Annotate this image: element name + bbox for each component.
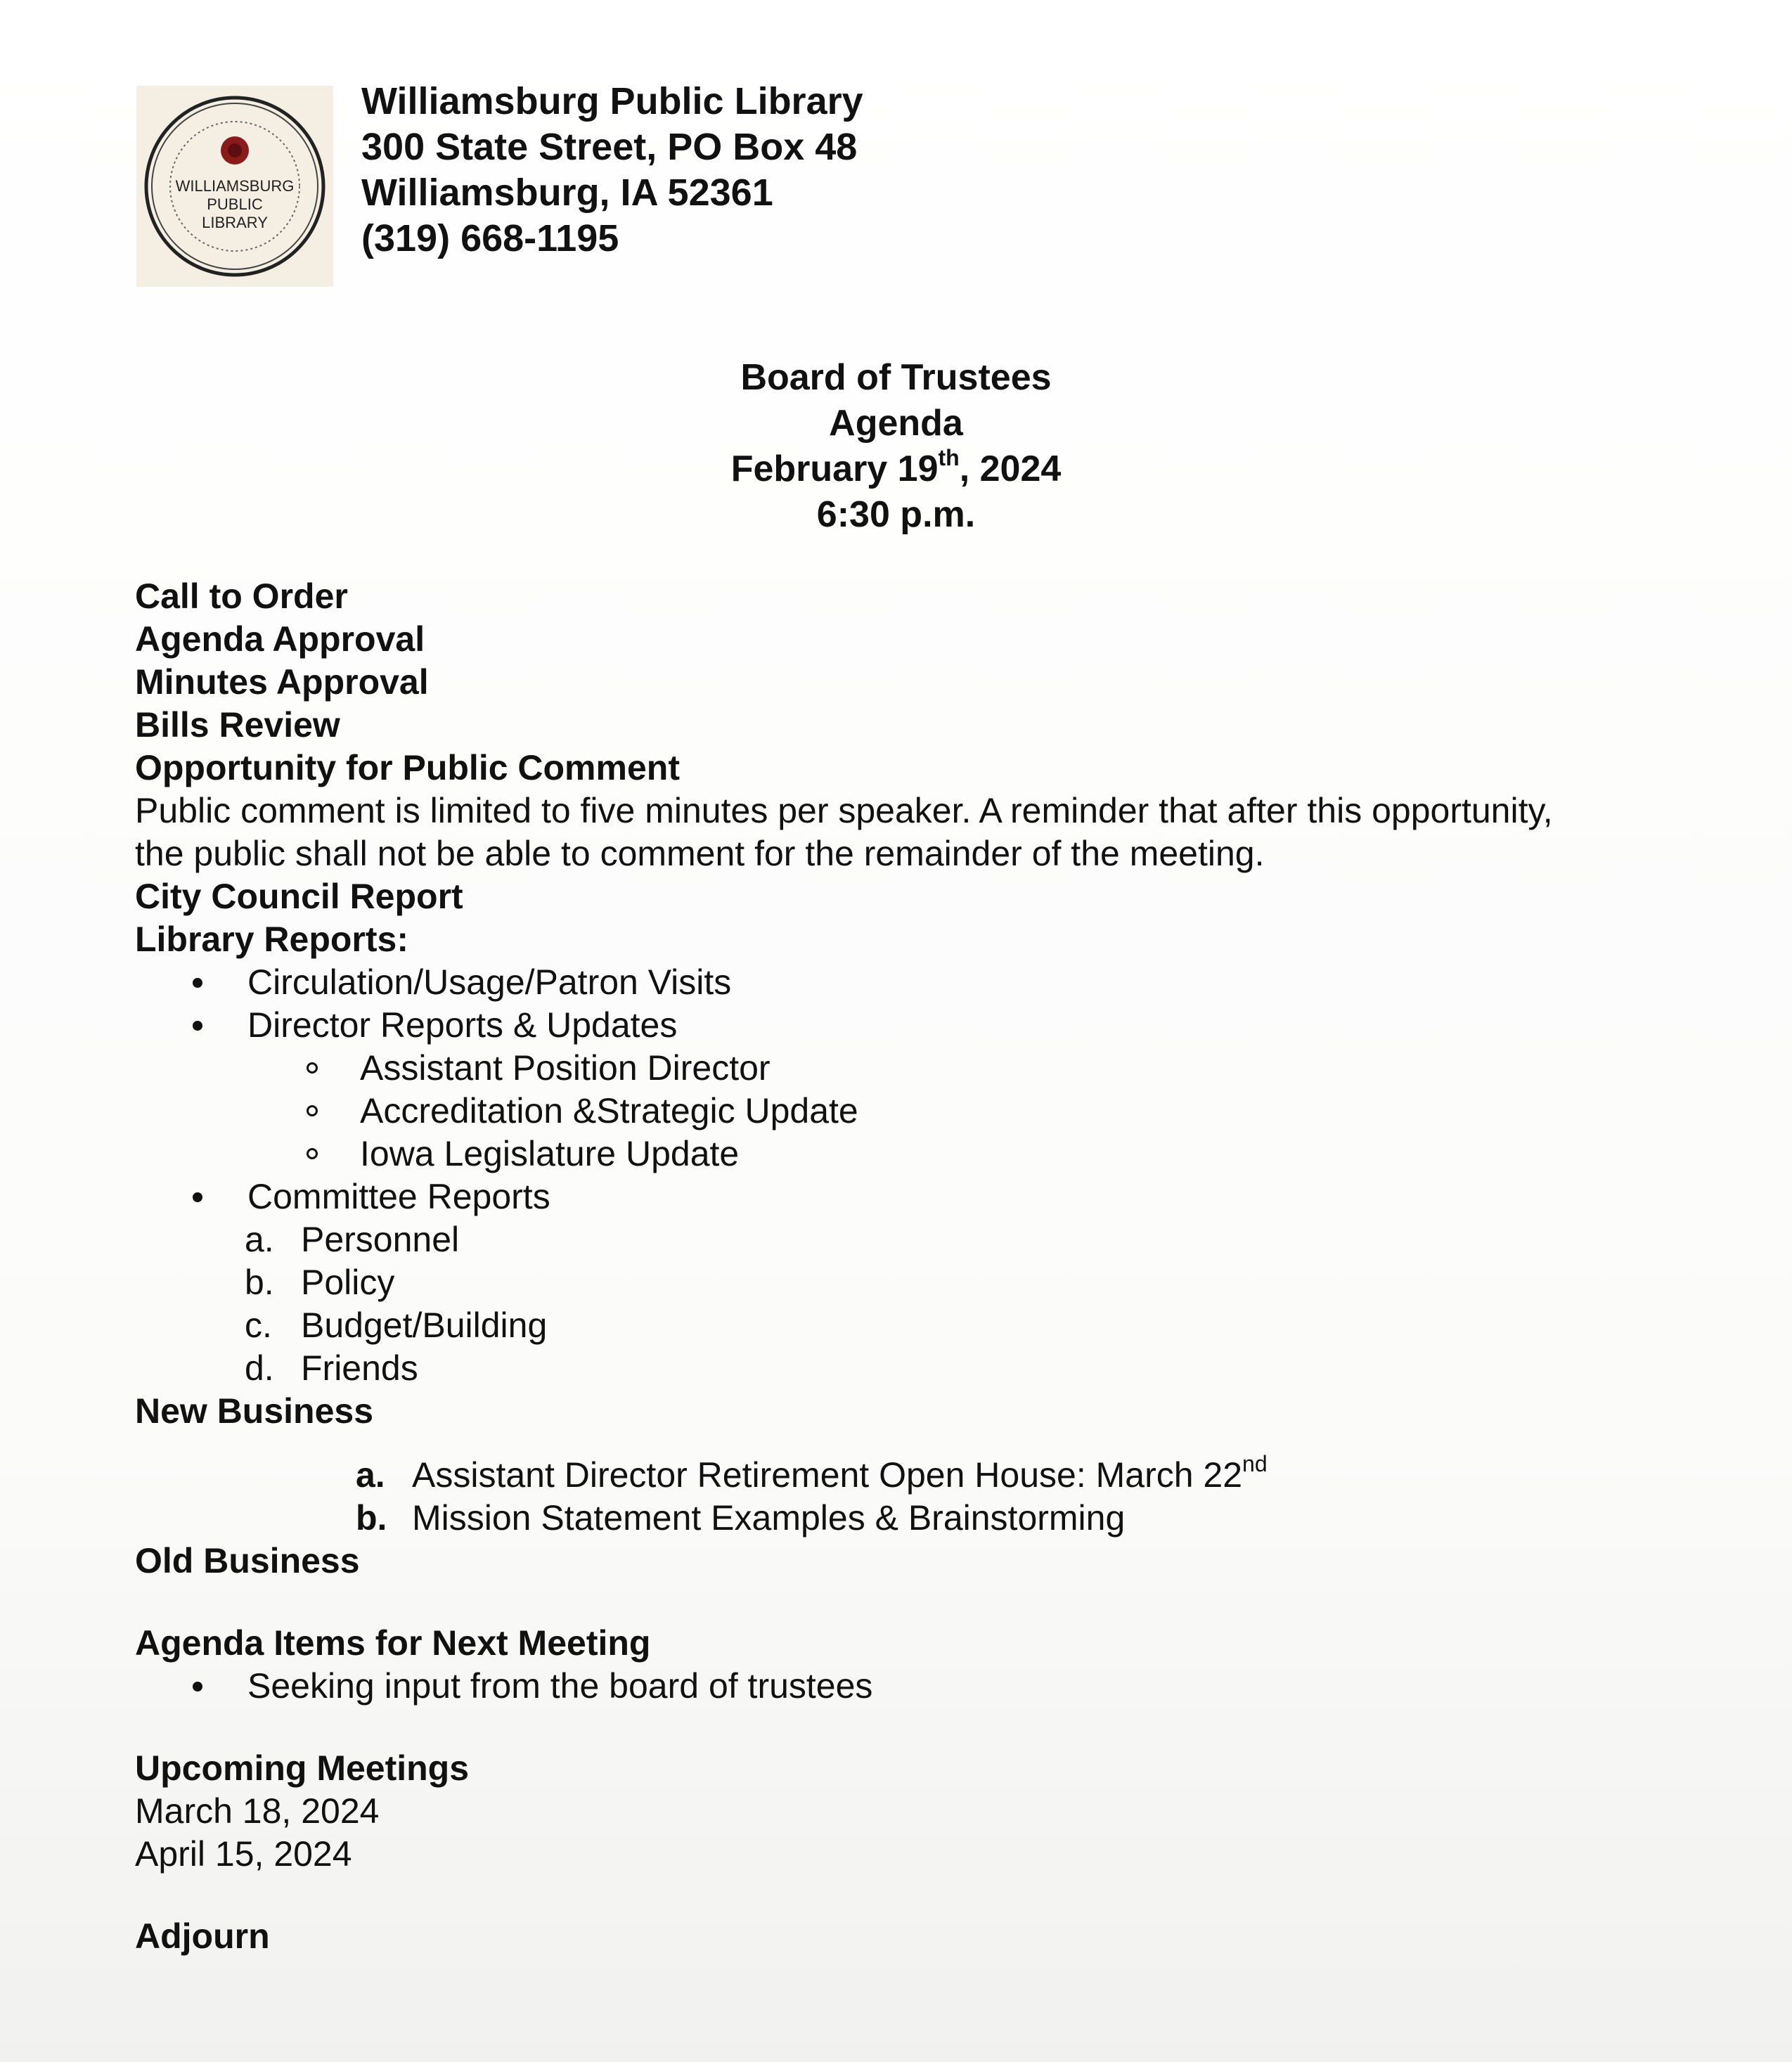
new-business-item: Mission Statement Examples & Brainstorming	[412, 1498, 1126, 1538]
committee-subitem: Personnel	[301, 1220, 460, 1259]
committee-subitem: Budget/Building	[301, 1306, 548, 1345]
director-reports-item: Director Reports & Updates	[247, 1005, 678, 1045]
meeting-date	[0, 446, 1792, 492]
agenda-title-block	[0, 355, 1792, 538]
spacer	[135, 1876, 1752, 1915]
agenda-approval: Agenda Approval	[135, 619, 425, 659]
library-logo	[136, 86, 333, 287]
city-council-report: City Council Report	[135, 877, 463, 916]
public-comment-heading: Opportunity for Public Comment	[135, 748, 680, 787]
library-name: Williamsburg Public Library	[361, 80, 863, 122]
circle-bullet-icon	[307, 1148, 318, 1159]
list-item	[135, 1261, 1752, 1304]
logo-text-line-1: WILLIAMSBURG	[175, 177, 295, 195]
director-subitem: Assistant Position Director	[360, 1048, 771, 1088]
list-letter: a.	[356, 1455, 385, 1495]
list-letter: d.	[245, 1348, 274, 1388]
list-item	[135, 1218, 1752, 1261]
list-letter: b.	[245, 1263, 274, 1302]
bullet-icon	[193, 978, 202, 988]
committee-subitem: Policy	[301, 1263, 395, 1302]
new-business-item-suffix: nd	[1242, 1451, 1268, 1476]
bullet-icon	[193, 1682, 202, 1692]
upcoming-meeting-date: March 18, 2024	[135, 1791, 380, 1831]
upcoming-meetings-heading: Upcoming Meetings	[135, 1748, 470, 1788]
meeting-date-main: February 19	[730, 449, 939, 489]
circle-bullet-icon	[307, 1105, 318, 1116]
bullet-icon	[193, 1192, 202, 1202]
meeting-time: 6:30 p.m.	[816, 494, 976, 535]
spacer	[135, 1583, 1752, 1622]
list-item	[135, 1304, 1752, 1347]
director-subitem: Accreditation &Strategic Update	[360, 1091, 858, 1130]
next-meeting-heading: Agenda Items for Next Meeting	[135, 1623, 651, 1663]
circulation-item: Circulation/Usage/Patron Visits	[247, 962, 732, 1002]
director-subitem: Iowa Legislature Update	[360, 1134, 740, 1173]
call-to-order: Call to Order	[135, 576, 348, 616]
list-item	[135, 1090, 1752, 1133]
library-city: Williamsburg, IA 52361	[361, 172, 773, 214]
bills-review: Bills Review	[135, 705, 340, 745]
list-item	[135, 1004, 1752, 1047]
list-item	[135, 1665, 1752, 1708]
adjourn: Adjourn	[135, 1916, 270, 1956]
list-item	[135, 1133, 1752, 1175]
list-item	[135, 1347, 1752, 1390]
public-comment-text-1: Public comment is limited to five minutes per speaker. A reminder that after this opportunity,	[135, 791, 1553, 830]
library-phone: (319) 668-1195	[361, 217, 619, 259]
library-seal-icon	[136, 86, 333, 287]
old-business-heading: Old Business	[135, 1541, 360, 1580]
agenda-body	[135, 575, 1752, 1958]
list-letter: a.	[245, 1220, 274, 1259]
next-meeting-item: Seeking input from the board of trustees	[247, 1666, 873, 1706]
list-item	[135, 961, 1752, 1004]
library-street: 300 State Street, PO Box 48	[361, 126, 858, 168]
list-letter: c.	[245, 1306, 272, 1345]
logo-text-line-2: PUBLIC	[207, 195, 263, 213]
committee-subitem: Friends	[301, 1348, 418, 1388]
agenda-title: Agenda	[829, 403, 963, 444]
spacer	[135, 1708, 1752, 1747]
committee-reports-item: Committee Reports	[247, 1177, 550, 1216]
new-business-heading: New Business	[135, 1391, 374, 1431]
spacer	[135, 1433, 1752, 1454]
minutes-approval: Minutes Approval	[135, 662, 429, 702]
library-address-block	[361, 79, 863, 262]
list-item	[135, 1047, 1752, 1090]
meeting-date-year: , 2024	[959, 449, 1062, 489]
circle-bullet-icon	[307, 1062, 318, 1074]
public-comment-text-2: the public shall not be able to comment for the remainder of the meeting.	[135, 834, 1265, 873]
bullet-icon	[193, 1021, 202, 1031]
list-item	[135, 1451, 1752, 1497]
list-item	[135, 1175, 1752, 1218]
logo-text-line-3: LIBRARY	[202, 214, 268, 231]
list-letter: b.	[356, 1498, 387, 1538]
upcoming-meeting-date: April 15, 2024	[135, 1834, 352, 1874]
library-reports-heading: Library Reports:	[135, 920, 408, 959]
list-item	[135, 1497, 1752, 1540]
new-business-item: Assistant Director Retirement Open House: March 22	[412, 1455, 1243, 1495]
board-title: Board of Trustees	[740, 357, 1052, 398]
meeting-date-suffix: th	[938, 445, 960, 470]
